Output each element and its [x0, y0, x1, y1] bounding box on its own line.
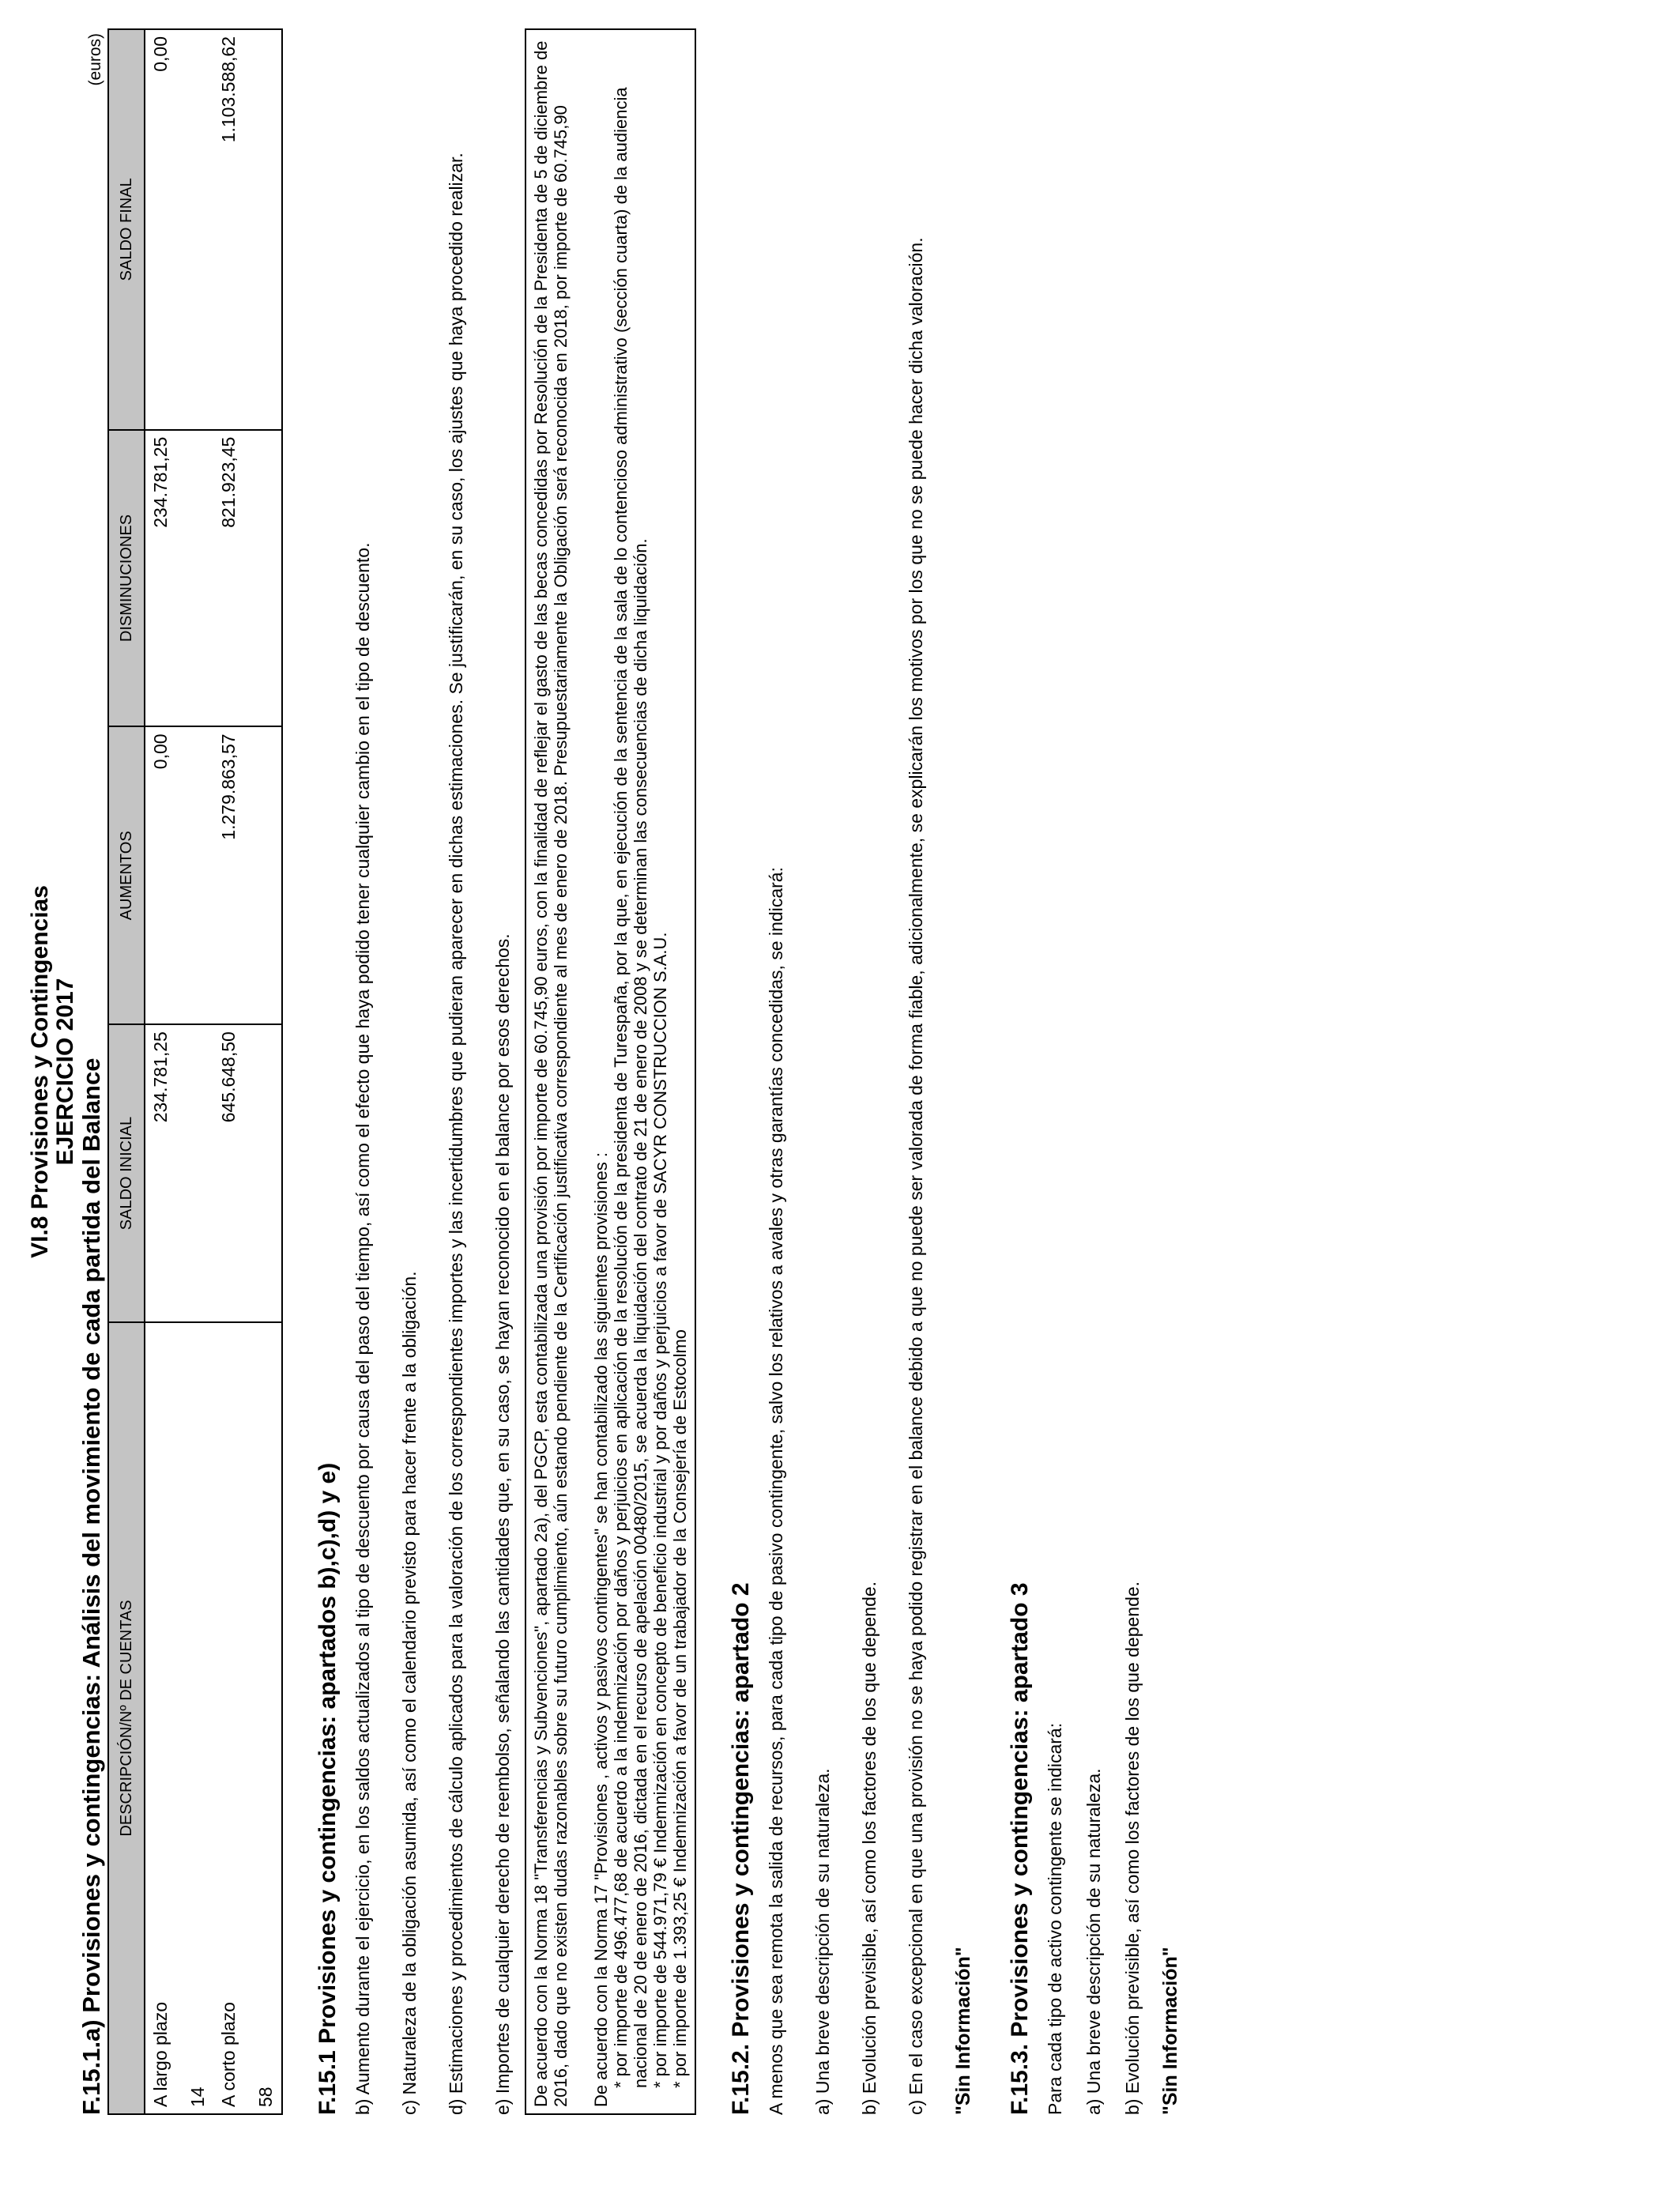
box-paragraph-5: * por importe de 1.393,25 € Indemnización a favor de un trabajador de la Consejería de Estocolmo [670, 1329, 690, 2088]
box-paragraph-3: * por importe de 496.477,68 de acuerdo a la indemnización por daños y perjuicios en aplicación de la resolución de la presidenta de Turespaña, por la que, en ejecución de la sentencia de la sala de lo contencioso administrativo (sección cuarta) de la audiencia nacional de 20 de enero de 2016, dictada en el recurso de apelación 00480/2015, se acuerda la liquidación del contrato de 21 de enero de 2008 y se determinan las consecuencias de dicha liquidación. [611, 87, 650, 2088]
movement-table [107, 28, 283, 2115]
col-header-saldo-final: SALDO FINAL [108, 29, 145, 430]
paragraph-b: b) Aumento durante el ejercicio, en los saldos actualizados al tipo de descuento por causa del paso del tiempo, así como el efecto que haya podido tener cualquier cambio en el tipo de descuento. [352, 542, 373, 2115]
section-2-item-a: a) Una breve descripción de su naturaleza. [812, 1768, 833, 2115]
section-2-sin-informacion: "Sin Información" [952, 1947, 974, 2115]
section-2-item-c: c) En el caso excepcional en que una provisión no se haya podido registrar en el balance debido a que no puede ser valorada de forma fiable, adicionalmente, se explicarán los motivos por los que no se puede hacer dicha valoración. [906, 237, 926, 2115]
col-header-aumentos: AUMENTOS [108, 726, 145, 1024]
document-subtitle: EJERCICIO 2017 [52, 978, 78, 1166]
box-paragraph-2: De acuerdo con la Norma 17 "Provisiones , activos y pasivos contingentes" se han contabilizado las siguientes provisiones : [591, 1152, 611, 2107]
section-2-intro: A menos que sea remota la salida de recursos, para cada tipo de pasivo contingente, salvo los relativos a avales y otras garantías concedidas, se indicará: [766, 867, 786, 2115]
cell-aumentos: 1.279.863,57 [213, 726, 282, 1024]
cell-description [145, 1322, 213, 2114]
cell-saldo-final: 1.103.588,62 [213, 29, 282, 430]
section-3-heading: F.15.3. Provisiones y contingencias: apartado 3 [1007, 1582, 1033, 2115]
cell-disminuciones: 821.923,45 [213, 430, 282, 727]
row-account: 58 [255, 2087, 276, 2107]
box-paragraph-1: De acuerdo con la Norma 18 "Transferencias y Subvenciones", apartado 2a), del PGCP, esta contabilizada una provisión por importe de 60.745,90 euros, con la finalidad de reflejar el gasto de las becas concedidas por Resolución de la Presidenta de 5 de diciembre de 2016, dado que no existen dudas razonables sobre su futuro cumplimiento, aún estando pendiente de la Certificación justificativa correspondiente al mes de enero de 2018. Presupuestariamente la Obligación será reconocida en 2018, por importe de 60.745,90 [531, 40, 571, 2107]
cell-description [213, 1322, 282, 2114]
paragraph-e: e) Importes de cualquier derecho de reembolso, señalando las cantidades que, en su caso, se hayan reconocido en el balance por esos derechos. [492, 933, 513, 2115]
paragraph-c: c) Naturaleza de la obligación asumida, así como el calendario previsto para hacer frente a la obligación. [399, 1271, 420, 2115]
document-title: VI.8 Provisiones y Contingencias [27, 885, 53, 1258]
document-content [28, 28, 1182, 2115]
section-a-header [78, 28, 105, 2115]
provisions-box [525, 28, 696, 2115]
cell-disminuciones: 234.781,25 [145, 430, 213, 727]
cell-saldo-inicial: 645.648,50 [213, 1024, 282, 1322]
cell-aumentos: 0,00 [145, 726, 213, 1024]
cell-saldo-inicial: 234.781,25 [145, 1024, 213, 1322]
table-row [213, 29, 282, 2114]
table-header-row [108, 29, 145, 2114]
row-label: A corto plazo [218, 2002, 239, 2107]
col-header-disminuciones: DISMINUCIONES [108, 430, 145, 727]
section-2-item-b: b) Evolución previsible, así como los factores de los que depende. [859, 1581, 880, 2115]
row-label: A largo plazo [150, 2002, 171, 2107]
cell-saldo-final: 0,00 [145, 29, 213, 430]
paragraph-d: d) Estimaciones y procedimientos de cálculo aplicados para la valoración de los correspondientes importes y las incertidumbres que pudieran aparecer en dichas estimaciones. Se justificarán, en su caso, los ajustes que haya procedido realizar. [446, 153, 466, 2115]
section-2-heading: F.15.2. Provisiones y contingencias: apartado 2 [728, 1582, 754, 2115]
col-header-description: DESCRIPCIÓN/Nº DE CUENTAS [108, 1322, 145, 2114]
section-3-item-a: a) Una breve descripción de su naturaleza. [1083, 1768, 1104, 2115]
section-3-sin-informacion: "Sin Información" [1159, 1947, 1181, 2115]
col-header-saldo-inicial: SALDO INICIAL [108, 1024, 145, 1322]
row-account: 14 [187, 2087, 208, 2107]
section-3-item-b: b) Evolución previsible, así como los factores de los que depende. [1122, 1581, 1143, 2115]
section-a-heading: F.15.1.a) Provisiones y contingencias: Análisis del movimiento de cada partida del Balance [77, 1057, 105, 2115]
table-row [145, 29, 213, 2114]
units-label: (euros) [86, 33, 104, 86]
section-b-heading: F.15.1 Provisiones y contingencias: apartados b),c),d) y e) [315, 1462, 341, 2115]
section-3-intro: Para cada tipo de activo contingente se indicará: [1045, 1722, 1065, 2115]
box-paragraph-4: * por importe de 544.971,79 € Indemnización en concepto de beneficio industrial y por daños y perjuicios a favor de SACYR CONSTRUCCION S.A.U. [650, 932, 670, 2088]
